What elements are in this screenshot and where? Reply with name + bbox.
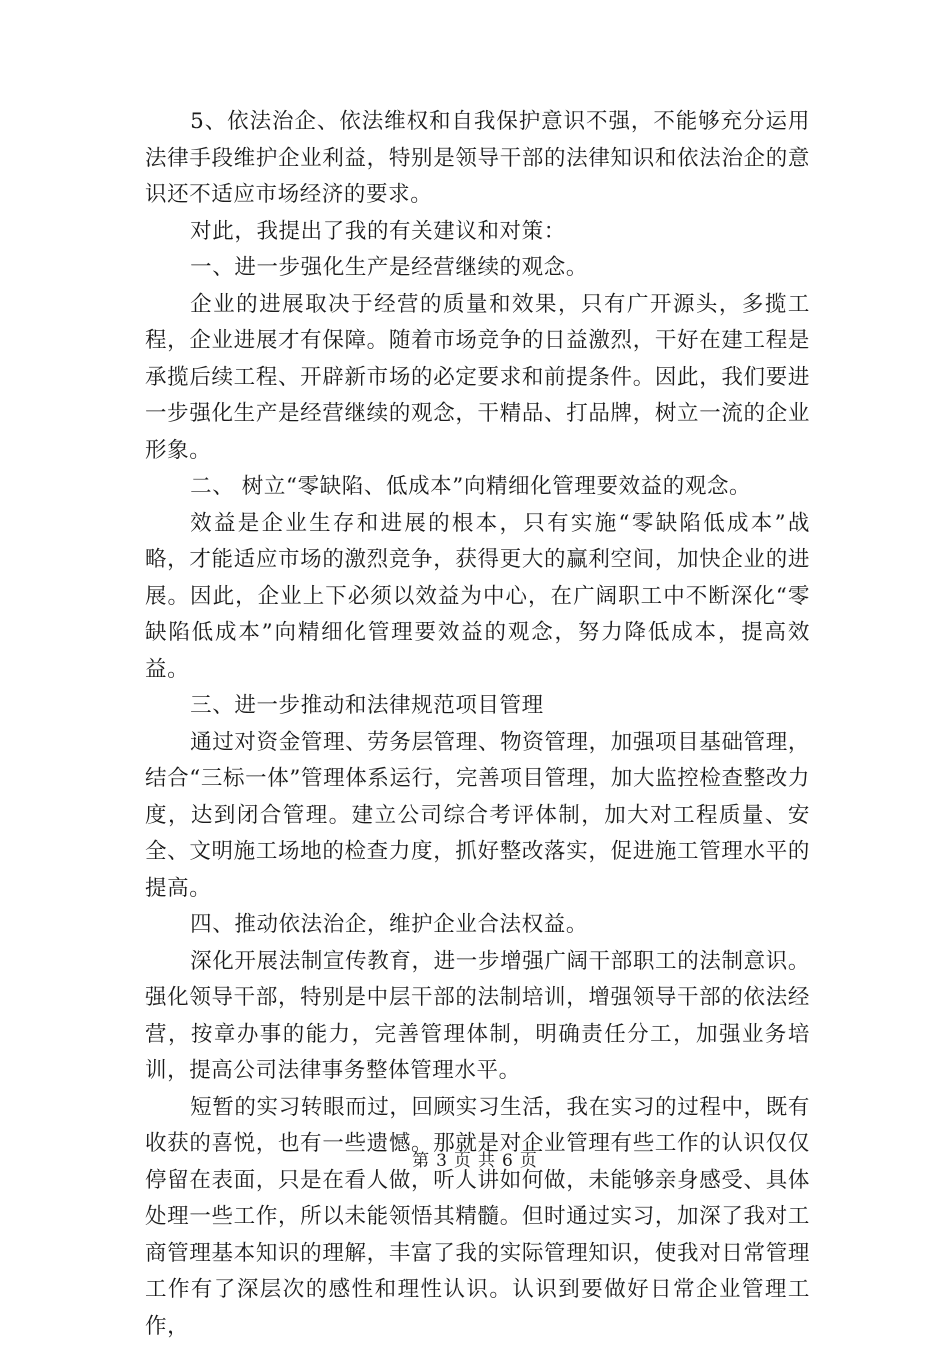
paragraph-section-1: 企业的进展取决于经营的质量和效果，只有广开源头，多揽工程，企业进展才有保障。随着市场竞争的日益激烈，干好在建工程是承揽后续工程、开辟新市场的必定要求和前提条件。因此，我们要进一步强化生产是经营继续的观念，干精品、打品牌，树立一流的企业形象。 bbox=[145, 287, 810, 470]
paragraph-section-3: 通过对资金管理、劳务层管理、物资管理，加强项目基础管理，结合“三标一体”管理体系运行，完善项目管理，加大监控检查整改力度，达到闭合管理。建立公司综合考评体制，加大对工程质量、安全、文明施工场地的检查力度，抓好整改落实，促进施工管理水平的提高。 bbox=[145, 725, 810, 908]
paragraph-section-2: 效益是企业生存和进展的根本，只有实施“零缺陷低成本”战略，才能适应市场的激烈竞争，获得更大的赢利空间，加快企业的进展。因此，企业上下必须以效益为中心，在广阔职工中不断深化“零缺陷低成本”向精细化管理要效益的观念，努力降低成本，提高效益。 bbox=[145, 506, 810, 689]
footer-label-suffix: 页 bbox=[520, 1151, 538, 1171]
footer-label-page: 页 bbox=[454, 1151, 472, 1171]
section-heading-2: 二、 树立“零缺陷、低成本”向精细化管理要效益的观念。 bbox=[145, 469, 810, 506]
paragraph-section-4: 深化开展法制宣传教育，进一步增强广阔干部职工的法制意识。强化领导干部，特别是中层干部的法制培训，增强领导干部的依法经营，按章办事的能力，完善管理体制，明确责任分工，加强业务培训，提高公司法律事务整体管理水平。 bbox=[145, 944, 810, 1090]
paragraph-suggestions-intro: 对此，我提出了我的有关建议和对策： bbox=[145, 214, 810, 251]
footer-label-total: 共 bbox=[478, 1151, 496, 1171]
section-heading-1: 一、进一步强化生产是经营继续的观念。 bbox=[145, 250, 810, 287]
page-footer bbox=[0, 1146, 950, 1171]
footer-label-prefix: 第 bbox=[412, 1151, 430, 1171]
paragraph-legal-awareness: 5、依法治企、依法维权和自我保护意识不强，不能够充分运用法律手段维护企业利益，特别是领导干部的法律知识和依法治企的意识还不适应市场经济的要求。 bbox=[145, 104, 810, 214]
footer-total-pages: 6 bbox=[502, 1151, 514, 1171]
footer-current-page: 3 bbox=[436, 1151, 448, 1171]
section-heading-3: 三、进一步推动和法律规范项目管理 bbox=[145, 688, 810, 725]
section-heading-4: 四、推动依法治企，维护企业合法权益。 bbox=[145, 907, 810, 944]
paragraph-internship-reflection: 短暂的实习转眼而过，回顾实习生活，我在实习的过程中，既有收获的喜悦，也有一些遗憾。那就是对企业管理有些工作的认识仅仅停留在表面，只是在看人做，听人讲如何做，未能够亲身感受、具体处理一些工作，所以未能领悟其精髓。但时通过实习，加深了我对工商管理基本知识的理解，丰富了我的实际管理知识，使我对日常管理工作有了深层次的感性和理性认识。认识到要做好日常企业管理工作， bbox=[145, 1090, 810, 1345]
